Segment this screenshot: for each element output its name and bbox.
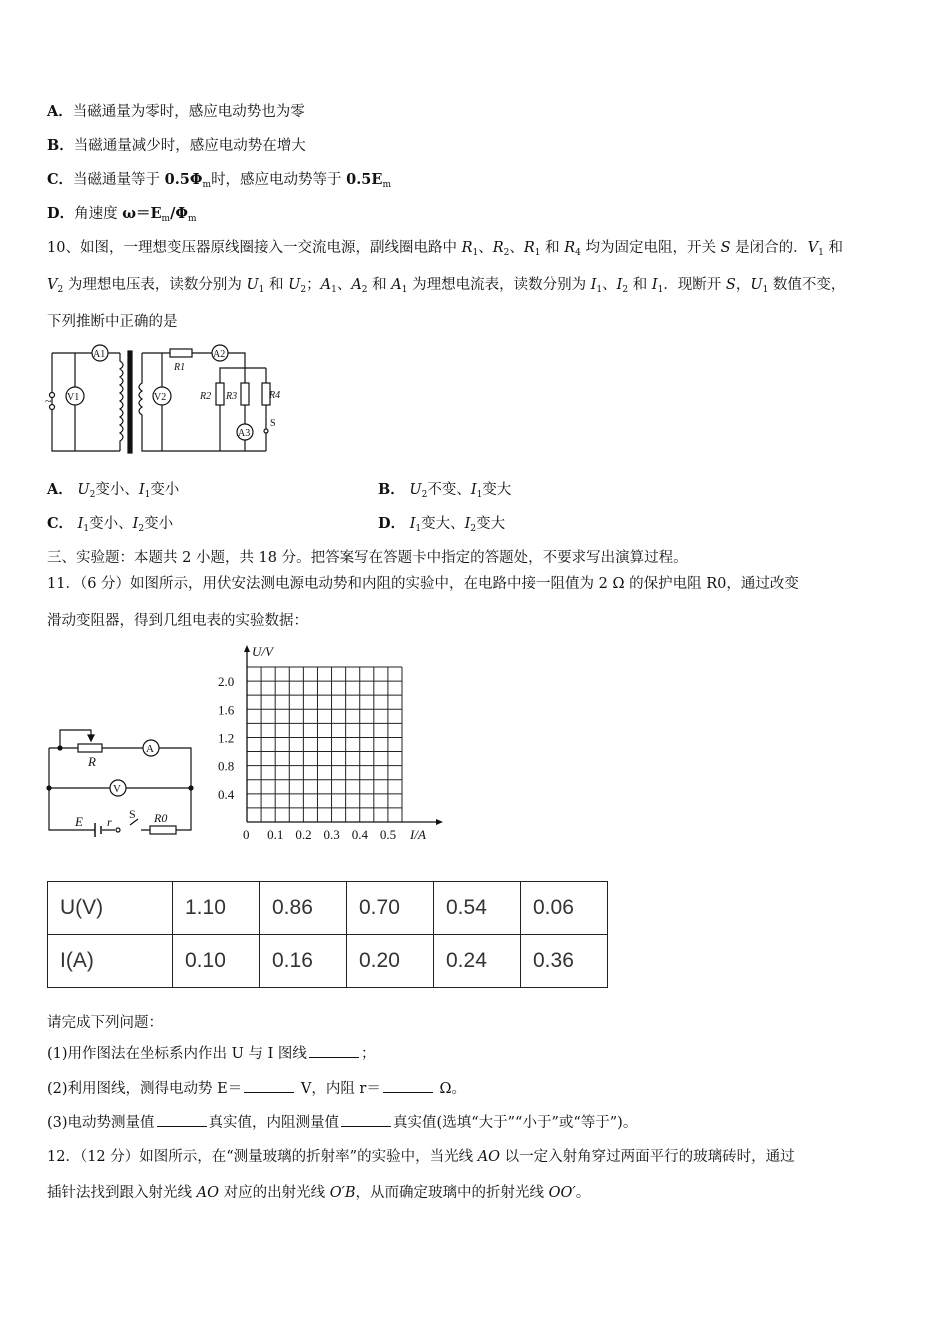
y-tick-label: 1.6 bbox=[218, 702, 235, 718]
y-tick-label: 0.4 bbox=[218, 786, 235, 802]
text-segment: 数值不变， bbox=[768, 277, 846, 293]
text-segment: 三、实验题：本题共 2 小题，共 18 分。把答案写在答题卡中指定的答题处，不要求写出演算过程。 bbox=[47, 550, 688, 566]
text-segment: 12．（12 分）如图所示，在“测量玻璃的折射率”的实验中，当光线 bbox=[47, 1149, 478, 1165]
text-segment: m bbox=[161, 214, 171, 224]
v2-label: V2 bbox=[154, 392, 167, 403]
text-segment: (1)用作图法在坐标系内作出 U 与 I 图线 bbox=[47, 1046, 307, 1062]
switch-label: S bbox=[270, 418, 276, 429]
q10-text-line3 bbox=[47, 312, 178, 332]
q9-option-b bbox=[47, 136, 306, 156]
text-segment: 2 bbox=[89, 490, 96, 500]
text-segment: 2 bbox=[138, 524, 145, 534]
table-cell: 0.20 bbox=[347, 935, 434, 988]
text-segment: 以一定入射角穿过两面平行的玻璃砖时，通过 bbox=[500, 1149, 795, 1165]
text-segment: 变大、 bbox=[421, 516, 465, 532]
text-segment: A bbox=[320, 277, 332, 293]
text-segment: I bbox=[409, 516, 416, 532]
text-segment: ； bbox=[360, 1046, 376, 1062]
x-axis-label: I/A bbox=[410, 827, 426, 842]
text-segment: 0.5E bbox=[346, 171, 383, 188]
table-cell: 0.06 bbox=[521, 882, 608, 935]
text-segment: D． bbox=[378, 515, 406, 532]
table-row bbox=[48, 935, 608, 988]
section-3-heading bbox=[47, 548, 688, 568]
table-cell: 0.70 bbox=[347, 882, 434, 935]
text-segment: A． bbox=[47, 481, 73, 498]
text-segment: 2 bbox=[57, 285, 64, 295]
text-segment: 1 bbox=[472, 248, 479, 258]
y-tick-label: 1.2 bbox=[218, 730, 235, 746]
text-segment: 1 bbox=[657, 285, 664, 295]
text-segment: 和 bbox=[264, 277, 289, 293]
text-segment: A bbox=[351, 277, 362, 293]
text-segment: 10、如图，一理想变压器原线圈接入一交流电源，副线圈电路中 bbox=[47, 240, 462, 256]
source-symbol: ~ bbox=[45, 394, 52, 408]
answer-blank[interactable] bbox=[309, 1043, 359, 1058]
text-segment: U bbox=[409, 482, 422, 498]
text-segment: U bbox=[750, 277, 763, 293]
table-cell: 0.16 bbox=[260, 935, 347, 988]
text-segment: D． bbox=[47, 205, 75, 222]
text-segment: 当磁通量为零时，感应电动势也为零 bbox=[72, 104, 305, 120]
text-segment: V bbox=[47, 277, 58, 293]
text-segment: 2 bbox=[361, 285, 368, 295]
text-segment: V，内阻 r＝ bbox=[296, 1081, 381, 1097]
x-tick-label: 0.3 bbox=[323, 827, 340, 842]
text-segment: 下列推断中正确的是 bbox=[47, 314, 178, 330]
q9-option-d bbox=[47, 204, 197, 224]
text-segment: 真实值(选填“大于”“小于”或“等于”)。 bbox=[393, 1115, 638, 1131]
text-segment: 1 bbox=[762, 285, 769, 295]
text-segment: U bbox=[288, 277, 301, 293]
text-segment: C． bbox=[47, 171, 74, 188]
q10-option-d bbox=[378, 514, 505, 534]
text-segment: 变小、 bbox=[89, 516, 133, 532]
text-segment: 角速度 bbox=[74, 206, 123, 222]
text-segment: m bbox=[382, 180, 391, 190]
text-segment: 当磁通量等于 bbox=[73, 172, 165, 188]
text-segment: S bbox=[720, 240, 731, 256]
q10-option-c bbox=[47, 514, 173, 534]
text-segment: B． bbox=[378, 481, 405, 498]
emf-label: E bbox=[75, 814, 83, 829]
text-segment: 1 bbox=[818, 248, 824, 258]
text-segment: 1 bbox=[534, 248, 541, 258]
ammeter-label: A bbox=[146, 743, 154, 755]
text-segment: I bbox=[616, 277, 623, 293]
text-segment: 当磁通量减少时，感应电动势在增大 bbox=[73, 138, 306, 154]
text-segment: 1 bbox=[401, 285, 408, 295]
x-tick-label: 0.5 bbox=[379, 827, 397, 842]
text-segment: I bbox=[470, 482, 477, 498]
q12-text-line2 bbox=[47, 1183, 590, 1203]
q11-prompt bbox=[47, 1013, 163, 1033]
text-segment: 和 bbox=[367, 277, 392, 293]
axes bbox=[244, 645, 443, 825]
table-row bbox=[48, 882, 608, 935]
text-segment: OO′ bbox=[548, 1185, 576, 1201]
q11-text-line2 bbox=[47, 611, 308, 631]
text-segment: AO bbox=[477, 1149, 501, 1165]
text-segment: 、 bbox=[336, 277, 352, 293]
text-segment: 4 bbox=[575, 248, 581, 258]
text-segment: 不变、 bbox=[427, 482, 471, 498]
text-segment: AO bbox=[196, 1185, 219, 1201]
text-segment: Ω。 bbox=[434, 1081, 466, 1097]
a3-label: A3 bbox=[238, 428, 251, 439]
text-segment: 2 bbox=[470, 524, 477, 534]
battery-circuit-diagram bbox=[42, 725, 202, 837]
grid-lines bbox=[247, 667, 402, 822]
x-axis-arrow-icon bbox=[436, 819, 443, 825]
answer-blank[interactable] bbox=[157, 1112, 207, 1127]
text-segment: 1 bbox=[83, 524, 90, 534]
text-segment: O′B bbox=[329, 1185, 356, 1201]
text-segment: 2 bbox=[622, 285, 629, 295]
r0-label: R0 bbox=[154, 811, 168, 825]
answer-blank[interactable] bbox=[244, 1078, 294, 1093]
text-segment: 1 bbox=[596, 285, 603, 295]
x-tick-label: 0 bbox=[243, 827, 250, 842]
text-segment: 是闭合的． bbox=[730, 240, 808, 256]
r-label: R bbox=[88, 754, 96, 769]
text-segment: ．现断开 bbox=[663, 277, 726, 293]
text-segment: 均为固定电阻，开关 bbox=[580, 240, 721, 256]
text-segment: U bbox=[246, 277, 259, 293]
text-segment: R bbox=[523, 240, 535, 256]
data-table bbox=[47, 881, 608, 988]
text-segment: 为理想电流表，读数分别为 bbox=[407, 277, 591, 293]
row-label: U(V) bbox=[48, 882, 173, 935]
text-segment: 插针法找到跟入射光线 bbox=[47, 1185, 197, 1201]
q11-part-1 bbox=[47, 1043, 375, 1064]
answer-blank[interactable] bbox=[341, 1112, 391, 1127]
v1-label: V1 bbox=[67, 392, 80, 403]
x-tick-label: 0.2 bbox=[295, 827, 312, 842]
q9-option-a bbox=[47, 102, 305, 122]
text-segment: 1 bbox=[331, 285, 337, 295]
table-cell: 0.54 bbox=[434, 882, 521, 935]
text-segment: 0.5Φ bbox=[164, 171, 203, 188]
x-tick-label: 0.4 bbox=[351, 827, 368, 842]
q9-option-c bbox=[47, 170, 391, 190]
y-tick-label: 2.0 bbox=[218, 674, 235, 690]
text-segment: ； bbox=[306, 277, 321, 293]
text-segment: 和 bbox=[540, 240, 565, 256]
q11-part-2 bbox=[47, 1078, 466, 1099]
text-segment: 真实值，内阻测量值 bbox=[208, 1115, 340, 1131]
text-segment: 2 bbox=[503, 248, 510, 258]
text-segment: 请完成下列问题： bbox=[47, 1015, 163, 1031]
text-segment: A． bbox=[47, 103, 73, 120]
r1-label: R1 bbox=[174, 362, 186, 373]
q10-option-b bbox=[378, 480, 511, 500]
text-segment: m bbox=[202, 180, 212, 190]
text-segment: 2 bbox=[300, 285, 307, 295]
u-i-graph bbox=[210, 640, 450, 850]
x-tick-label: 0.1 bbox=[267, 827, 284, 842]
table-cell: 1.10 bbox=[173, 882, 260, 935]
text-segment: (2)利用图线，测得电动势 E＝ bbox=[47, 1081, 243, 1097]
transformer-circuit-diagram bbox=[42, 343, 282, 458]
internal-r-label: r bbox=[107, 815, 112, 829]
text-segment: A bbox=[391, 277, 402, 293]
text-segment: 、 bbox=[509, 240, 524, 256]
text-segment: R bbox=[564, 240, 576, 256]
text-segment: I bbox=[138, 482, 145, 498]
text-segment: 变大 bbox=[476, 516, 506, 532]
text-segment: 1 bbox=[144, 490, 151, 500]
text-segment: 11．（6 分）如图所示，用伏安法测电源电动势和内阻的实验中，在电路中接一阻值为 2 Ω 的保护电阻 R0，通过改变 bbox=[47, 576, 799, 592]
switch-label: S bbox=[129, 807, 136, 821]
q10-text-line1 bbox=[47, 238, 843, 258]
text-segment: R bbox=[461, 240, 473, 256]
text-segment: 和 bbox=[628, 277, 652, 293]
text-segment: 变大 bbox=[482, 482, 512, 498]
text-segment: 对应的出射光线 bbox=[218, 1185, 330, 1201]
text-segment: 滑动变阻器，得到几组电表的实验数据： bbox=[47, 613, 308, 629]
text-segment: 1 bbox=[415, 524, 422, 534]
table-cell: 0.24 bbox=[434, 935, 521, 988]
text-segment: 1 bbox=[258, 285, 265, 295]
text-segment: U bbox=[77, 482, 90, 498]
text-segment: (3)电动势测量值 bbox=[47, 1115, 155, 1131]
text-segment: /Φ bbox=[170, 205, 189, 222]
table-cell: 0.10 bbox=[173, 935, 260, 988]
text-segment: R bbox=[492, 240, 504, 256]
text-segment: I bbox=[132, 516, 139, 532]
row-label: I(A) bbox=[48, 935, 173, 988]
text-segment: 。 bbox=[575, 1185, 591, 1201]
text-segment: C． bbox=[47, 515, 74, 532]
answer-blank[interactable] bbox=[383, 1078, 433, 1093]
tick-labels bbox=[218, 674, 396, 842]
text-segment: B． bbox=[47, 137, 74, 154]
a2-label: A2 bbox=[213, 349, 226, 360]
table-cell: 0.86 bbox=[260, 882, 347, 935]
r3-label: R3 bbox=[226, 391, 238, 402]
text-segment: 、 bbox=[478, 240, 493, 256]
text-segment: I bbox=[651, 277, 658, 293]
text-segment: I bbox=[77, 516, 84, 532]
text-segment: ， bbox=[735, 277, 751, 293]
text-segment: 变小、 bbox=[95, 482, 139, 498]
text-segment: 1 bbox=[476, 490, 483, 500]
text-segment: S bbox=[725, 277, 736, 293]
table-cell: 0.36 bbox=[521, 935, 608, 988]
text-segment: 2 bbox=[421, 490, 428, 500]
voltmeter-label: V bbox=[113, 783, 121, 795]
q11-text-line1 bbox=[47, 574, 799, 594]
text-segment: 为理想电压表，读数分别为 bbox=[63, 277, 247, 293]
a1-label: A1 bbox=[93, 349, 106, 360]
q11-part-3 bbox=[47, 1112, 637, 1133]
text-segment: 变小 bbox=[150, 482, 180, 498]
q12-text-line1 bbox=[47, 1147, 795, 1167]
text-segment: ω＝E bbox=[122, 205, 162, 222]
text-segment: 变小 bbox=[144, 516, 174, 532]
text-segment: 、 bbox=[602, 277, 617, 293]
text-segment: 时，感应电动势等于 bbox=[211, 172, 347, 188]
r4-label: R4 bbox=[269, 390, 281, 401]
y-axis-arrow-icon bbox=[244, 645, 250, 652]
text-segment: I bbox=[590, 277, 597, 293]
text-segment: I bbox=[464, 516, 471, 532]
y-axis-label: U/V bbox=[252, 644, 273, 659]
text-segment: V bbox=[807, 240, 819, 256]
text-segment: ，从而确定玻璃中的折射光线 bbox=[355, 1185, 549, 1201]
text-segment: m bbox=[188, 214, 197, 224]
q10-text-line2 bbox=[47, 275, 845, 295]
text-segment: 和 bbox=[823, 240, 843, 256]
r2-label: R2 bbox=[200, 391, 212, 402]
q10-option-a bbox=[47, 480, 179, 500]
y-tick-label: 0.8 bbox=[218, 758, 235, 774]
